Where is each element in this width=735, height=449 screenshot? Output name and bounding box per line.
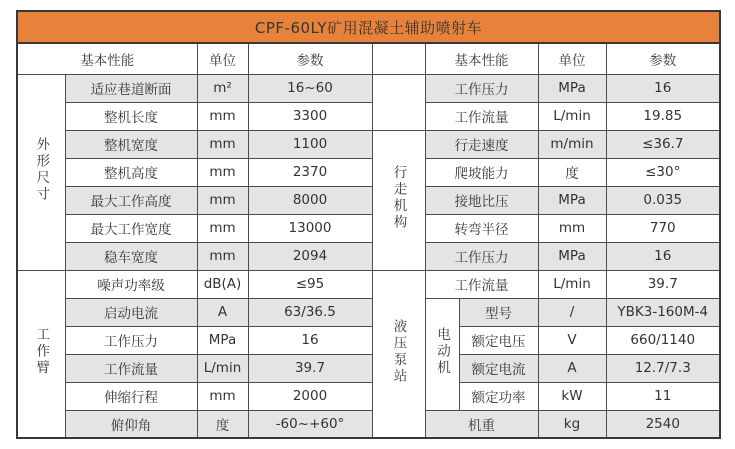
table-row bbox=[17, 410, 720, 438]
spec-name-cell: 转弯半径 bbox=[425, 214, 538, 242]
spec-name-cell: 整机长度 bbox=[65, 102, 197, 130]
spec-name-cell: 工作压力 bbox=[425, 74, 538, 102]
group-label-electric-motor bbox=[425, 298, 459, 410]
spec-value-cell: 63/36.5 bbox=[248, 298, 372, 326]
spec-name-cell: 伸缩行程 bbox=[65, 382, 197, 410]
table-row bbox=[17, 298, 720, 326]
spec-name-cell: 工作流量 bbox=[425, 102, 538, 130]
col-header-unit-right: 单位 bbox=[538, 43, 606, 74]
spec-unit-cell: kW bbox=[538, 382, 606, 410]
spec-value-cell: YBK3-160M-4 bbox=[606, 298, 720, 326]
spec-value-cell: 2094 bbox=[248, 242, 372, 270]
title-bar bbox=[16, 10, 721, 42]
spec-name-cell: 工作流量 bbox=[425, 270, 538, 298]
spec-name-cell: 最大工作高度 bbox=[65, 186, 197, 214]
spec-unit-cell: m² bbox=[197, 74, 248, 102]
spec-value-cell: -60~+60° bbox=[248, 410, 372, 438]
col-header-param-right: 参数 bbox=[606, 43, 720, 74]
spec-value-cell: 16 bbox=[248, 326, 372, 354]
middle-group-spacer bbox=[372, 74, 425, 130]
spec-value-cell: 39.7 bbox=[606, 270, 720, 298]
spec-unit-cell: MPa bbox=[538, 242, 606, 270]
table-row bbox=[17, 270, 720, 298]
spec-name-cell: 适应巷道断面 bbox=[65, 74, 197, 102]
table-row bbox=[17, 186, 720, 214]
spec-unit-cell: MPa bbox=[197, 326, 248, 354]
spec-name-cell: 爬坡能力 bbox=[425, 158, 538, 186]
spec-unit-cell: A bbox=[538, 354, 606, 382]
spec-name-cell: 俯仰角 bbox=[65, 410, 197, 438]
spec-value-cell: 16 bbox=[606, 74, 720, 102]
spec-unit-cell: mm bbox=[197, 130, 248, 158]
spec-name-cell: 噪声功率级 bbox=[65, 270, 197, 298]
table-row bbox=[17, 74, 720, 102]
group-label-text: 液压泵站 bbox=[390, 318, 407, 385]
spec-value-cell: 11 bbox=[606, 382, 720, 410]
group-label-text: 行走机构 bbox=[390, 165, 407, 231]
spec-name-cell: 整机高度 bbox=[65, 158, 197, 186]
spec-unit-cell: L/min bbox=[197, 354, 248, 382]
col-header-unit-left: 单位 bbox=[197, 43, 248, 74]
group-label-working-arm bbox=[17, 270, 65, 438]
spec-unit-cell: mm bbox=[197, 214, 248, 242]
spec-table bbox=[16, 42, 721, 439]
spec-unit-cell: A bbox=[197, 298, 248, 326]
spec-value-cell: ≤30° bbox=[606, 158, 720, 186]
spec-value-cell: 2370 bbox=[248, 158, 372, 186]
spec-name-cell: 额定电流 bbox=[459, 354, 538, 382]
spec-unit-cell: / bbox=[538, 298, 606, 326]
header-row bbox=[17, 43, 720, 74]
spec-name-cell: 工作压力 bbox=[65, 326, 197, 354]
spec-unit-cell: mm bbox=[197, 102, 248, 130]
spec-name-cell: 最大工作宽度 bbox=[65, 214, 197, 242]
spec-value-cell: 770 bbox=[606, 214, 720, 242]
group-label-dimensions bbox=[17, 74, 65, 270]
table-row bbox=[17, 382, 720, 410]
spec-value-cell: 660/1140 bbox=[606, 326, 720, 354]
spec-name-cell: 额定电压 bbox=[459, 326, 538, 354]
spec-value-cell: 3300 bbox=[248, 102, 372, 130]
spec-unit-cell: 度 bbox=[538, 158, 606, 186]
spec-value-cell: ≤36.7 bbox=[606, 130, 720, 158]
page-title: CPF-60LY矿用混凝土辅助喷射车 bbox=[254, 18, 483, 37]
spec-value-cell: 12.7/7.3 bbox=[606, 354, 720, 382]
table-row bbox=[17, 214, 720, 242]
table-row bbox=[17, 326, 720, 354]
spec-unit-cell: MPa bbox=[538, 186, 606, 214]
spec-value-cell: 0.035 bbox=[606, 186, 720, 214]
spec-name-cell: 型号 bbox=[459, 298, 538, 326]
spec-name-cell: 工作压力 bbox=[425, 242, 538, 270]
spec-value-cell: 16 bbox=[606, 242, 720, 270]
spec-value-cell: 2540 bbox=[606, 410, 720, 438]
spec-unit-cell: m/min bbox=[538, 130, 606, 158]
spec-value-cell: 16~60 bbox=[248, 74, 372, 102]
spec-unit-cell: mm bbox=[197, 242, 248, 270]
spec-name-cell: 工作流量 bbox=[65, 354, 197, 382]
group-label-hydraulic-pump-station bbox=[372, 270, 425, 438]
spec-unit-cell: V bbox=[538, 326, 606, 354]
spec-unit-cell: kg bbox=[538, 410, 606, 438]
spec-unit-cell: mm bbox=[197, 158, 248, 186]
group-label-text: 电动机 bbox=[434, 327, 450, 377]
spec-unit-cell: L/min bbox=[538, 270, 606, 298]
spec-unit-cell: mm bbox=[538, 214, 606, 242]
col-header-name-right: 基本性能 bbox=[425, 43, 538, 74]
spec-value-cell: 2000 bbox=[248, 382, 372, 410]
spec-value-cell: 13000 bbox=[248, 214, 372, 242]
table-row bbox=[17, 158, 720, 186]
spec-unit-cell: dB(A) bbox=[197, 270, 248, 298]
spec-unit-cell: L/min bbox=[538, 102, 606, 130]
group-label-travel-mechanism bbox=[372, 130, 425, 270]
spec-sheet bbox=[16, 10, 721, 439]
spec-value-cell: 39.7 bbox=[248, 354, 372, 382]
spec-unit-cell: mm bbox=[197, 186, 248, 214]
spec-value-cell: ≤95 bbox=[248, 270, 372, 298]
group-label-text: 外形尺寸 bbox=[33, 137, 50, 203]
spec-name-cell: 机重 bbox=[425, 410, 538, 438]
spec-name-cell: 稳车宽度 bbox=[65, 242, 197, 270]
spec-unit-cell: 度 bbox=[197, 410, 248, 438]
col-header-name-left: 基本性能 bbox=[17, 43, 197, 74]
table-row bbox=[17, 354, 720, 382]
spec-value-cell: 19.85 bbox=[606, 102, 720, 130]
spec-unit-cell: mm bbox=[197, 382, 248, 410]
spec-value-cell: 8000 bbox=[248, 186, 372, 214]
spec-unit-cell: MPa bbox=[538, 74, 606, 102]
spec-value-cell: 1100 bbox=[248, 130, 372, 158]
table-row bbox=[17, 102, 720, 130]
col-header-middle-spacer bbox=[372, 43, 425, 74]
group-label-text: 工作臂 bbox=[33, 327, 50, 377]
spec-name-cell: 启动电流 bbox=[65, 298, 197, 326]
col-header-param-left: 参数 bbox=[248, 43, 372, 74]
spec-name-cell: 额定功率 bbox=[459, 382, 538, 410]
table-row bbox=[17, 242, 720, 270]
spec-name-cell: 整机宽度 bbox=[65, 130, 197, 158]
spec-name-cell: 接地比压 bbox=[425, 186, 538, 214]
spec-name-cell: 行走速度 bbox=[425, 130, 538, 158]
table-row bbox=[17, 130, 720, 158]
